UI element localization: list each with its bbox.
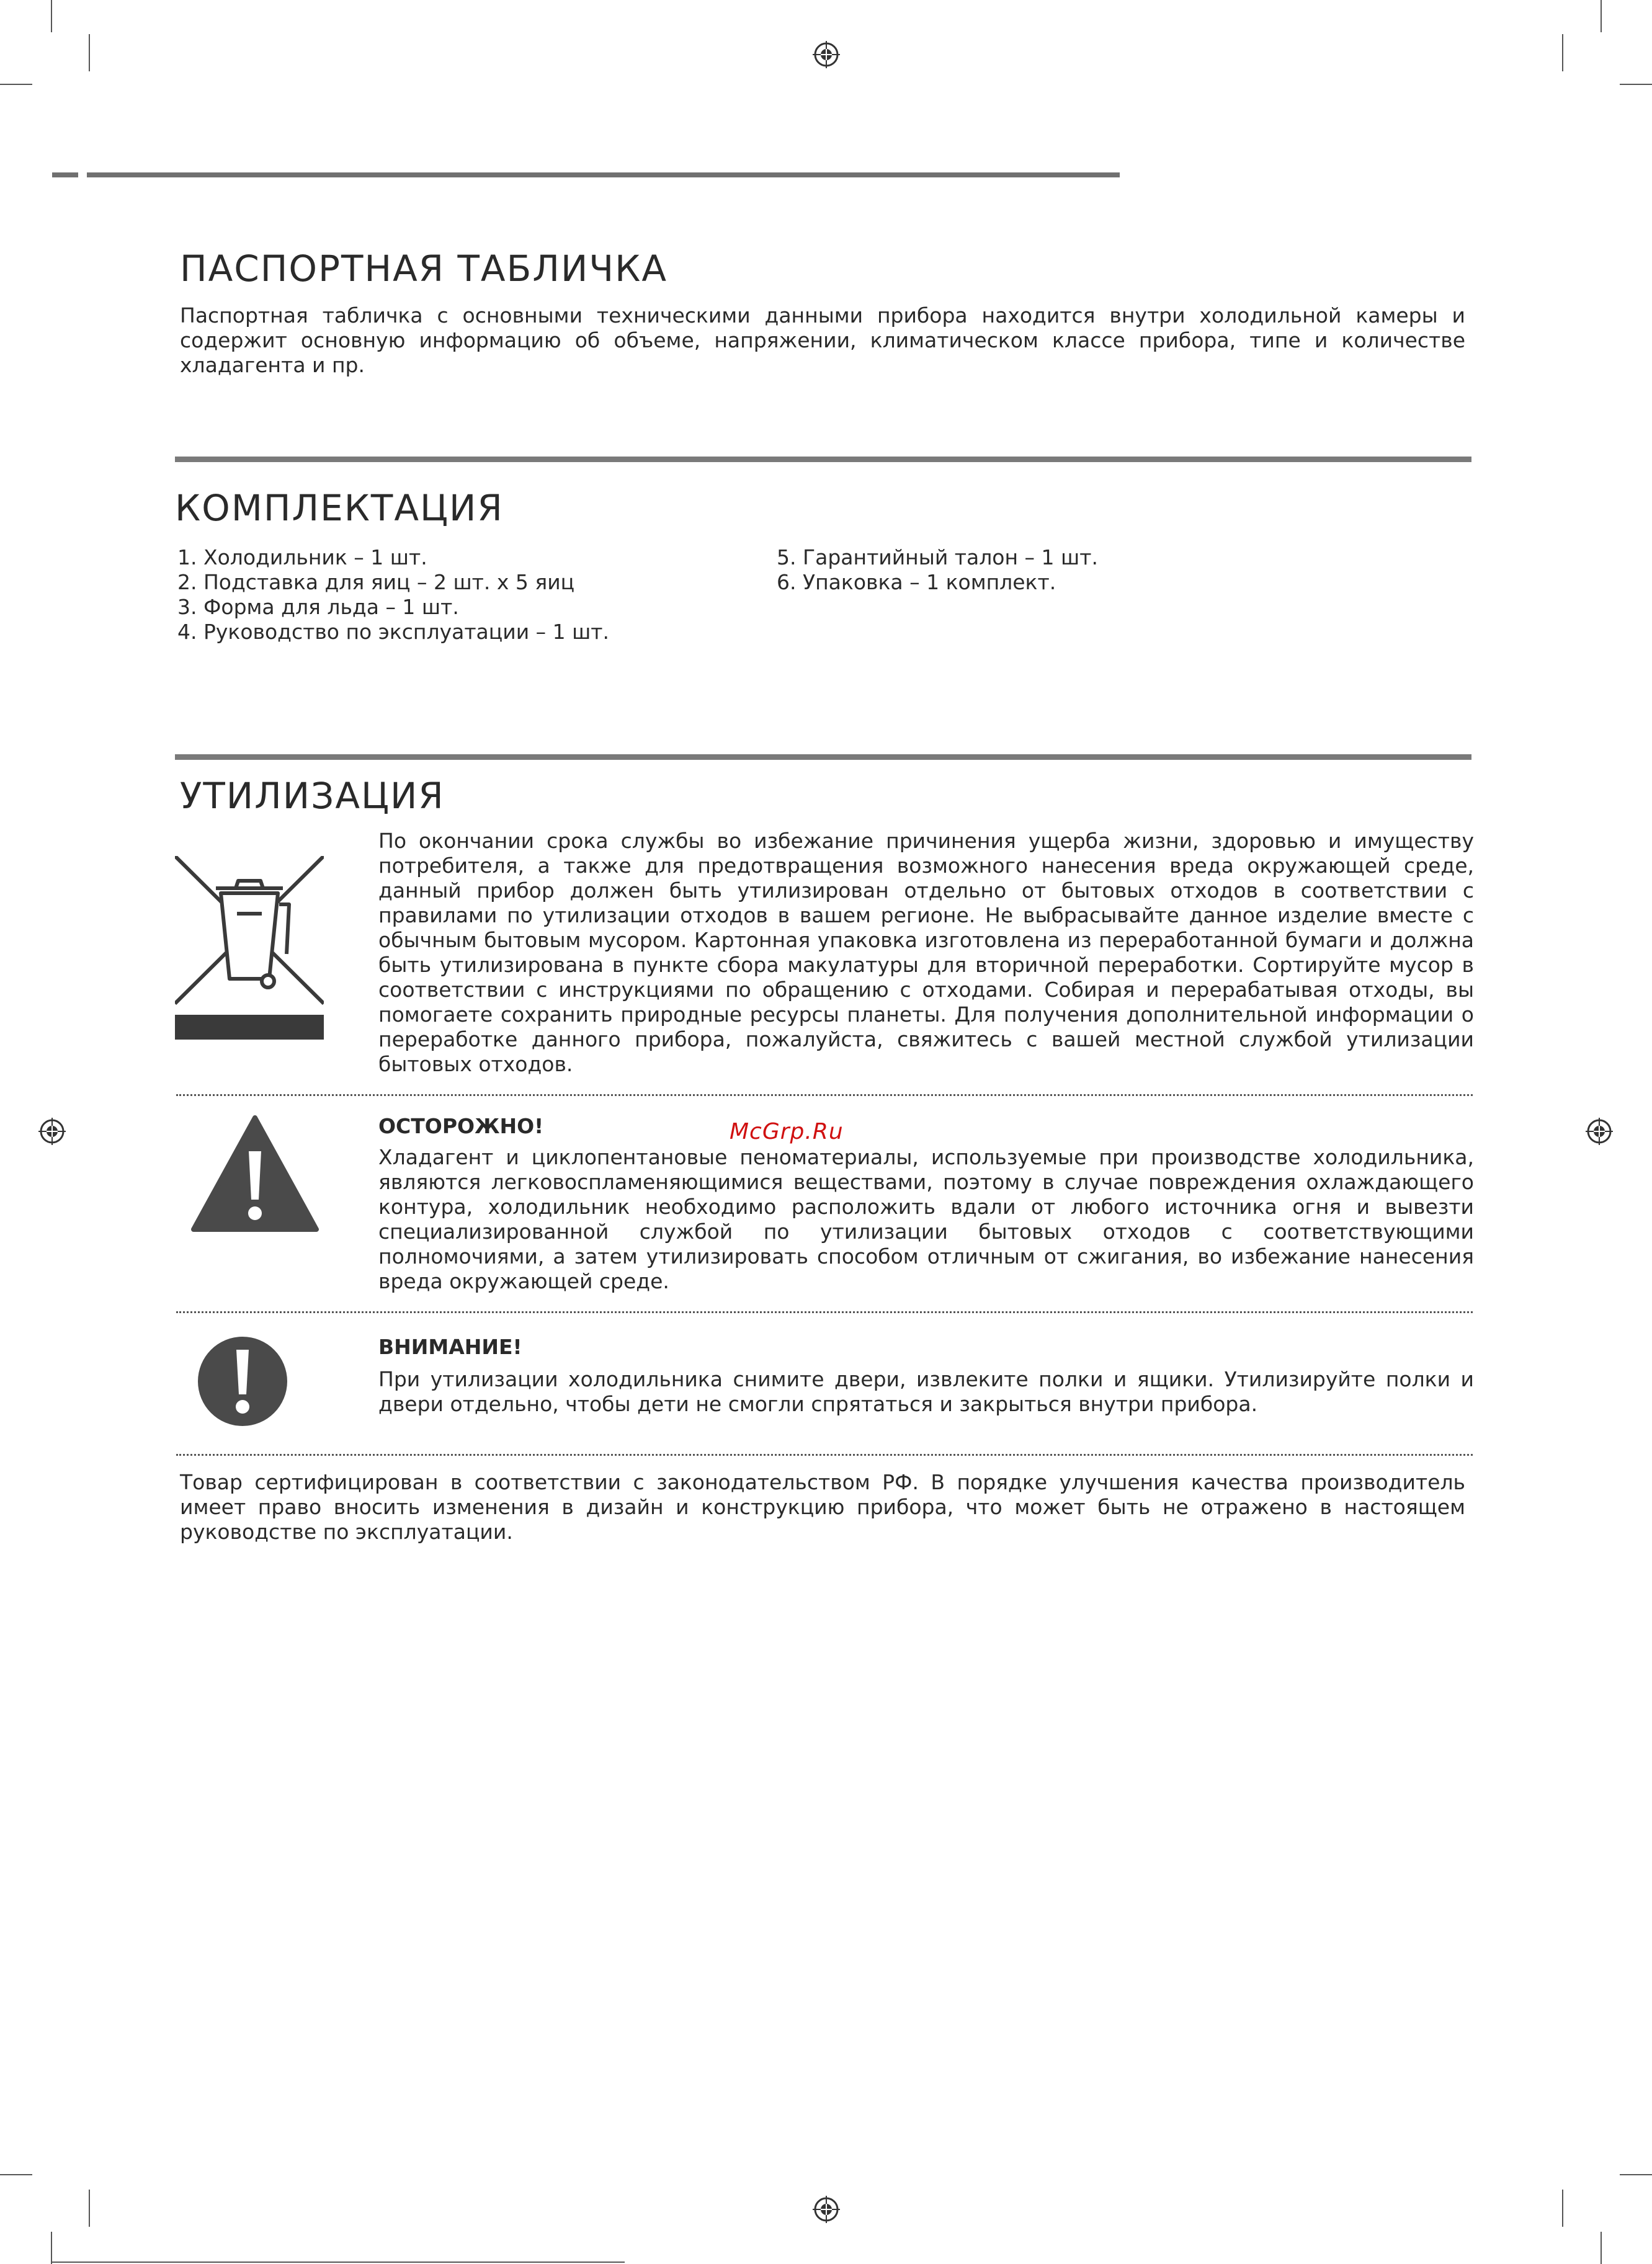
contents-list-left (177, 545, 609, 644)
warning-triangle-icon (190, 1114, 320, 1233)
exclamation-circle-icon (196, 1335, 289, 1428)
crop-mark (1562, 2190, 1563, 2227)
registration-mark-icon (38, 1118, 66, 1145)
list-item: 1. Холодильник – 1 шт. (177, 545, 427, 569)
attention-label: ВНИМАНИЕ! (378, 1335, 522, 1359)
dotted-divider (176, 1311, 1473, 1313)
list-item: 3. Форма для льда – 1 шт. (177, 595, 459, 619)
crop-mark (1620, 2174, 1652, 2175)
watermark: McGrp.Ru (730, 1119, 844, 1144)
list-item: 4. Руководство по эксплуатации – 1 шт. (177, 620, 610, 644)
crop-mark (0, 84, 32, 85)
registration-mark-icon (813, 2196, 840, 2223)
header-bar (87, 172, 1120, 177)
crop-mark (1562, 34, 1563, 71)
nameplate-title: ПАСПОРТНАЯ ТАБЛИЧКА (180, 247, 667, 290)
certification-text: Товар сертифицирован в соответствии с законодательством РФ. В порядке улучшения качества производитель имеет право вносить изменения в дизайн и конструкцию прибора, что может быть не отражено в настоящем руководстве по эксплуатации. (180, 1470, 1465, 1544)
list-item: 5. Гарантийный талон – 1 шт. (777, 545, 1098, 569)
nameplate-text: Паспортная табличка с основными техническими данными прибора находится внутри холодильной камеры и содержит основную информацию об объеме, напряжении, климатическом классе прибора, типе и количестве хладагента и пр. (180, 303, 1465, 377)
disposal-text: По окончании срока службы во избежание причинения ущерба жизни, здоровью и имуществу потребителя, а также для предотвращения возможного нанесения вреда окружающей среде, данный прибор должен быть утилизирован отдельно от бытовых отходов в соответствии с правилами по утилизации отходов в вашем регионе. Не выбрасывайте данное изделие вместе с обычным бытовым мусором. Картонная упаковка изготовлена из переработанной бумаги и должна быть утилизирована в пункте сбора макулатуры для вторичной переработки. Сортируйте мусор в соответствии с инструкциями по обращению с отходами. Собирая и перерабатывая отходы, вы помогаете сохранить природные ресурсы планеты. Для получения дополнительной информации о переработке данного прибора, пожалуйста, свяжитесь с вашей местной службой утилизации бытовых отходов. (378, 829, 1474, 1076)
crop-mark (1601, 2232, 1602, 2264)
crop-mark (51, 2232, 52, 2264)
list-item: 6. Упаковка – 1 комплект. (777, 570, 1056, 594)
registration-mark-icon (813, 41, 840, 68)
contents-list-right (777, 545, 1098, 595)
header-bar-short (52, 172, 78, 177)
crop-mark (0, 2174, 32, 2175)
disposal-title: УТИЛИЗАЦИЯ (180, 775, 445, 817)
list-item: 2. Подставка для яиц – 2 шт. х 5 яиц (177, 570, 575, 594)
dotted-divider (176, 1454, 1473, 1456)
crop-mark (51, 2262, 625, 2263)
section-divider (175, 754, 1471, 760)
caution-label: ОСТОРОЖНО! (378, 1114, 544, 1138)
crop-mark (89, 2190, 90, 2227)
crop-mark (1601, 0, 1602, 32)
section-divider (175, 457, 1471, 462)
dotted-divider (176, 1094, 1473, 1096)
registration-mark-icon (1586, 1118, 1613, 1145)
crop-mark (51, 0, 52, 32)
crop-mark (1620, 84, 1652, 85)
crop-mark (89, 34, 90, 71)
attention-text: При утилизации холодильника снимите двери, извлеките полки и ящики. Утилизируйте полки и двери отдельно, чтобы дети не смогли спрятаться и закрыться внутри прибора. (378, 1367, 1474, 1416)
caution-text: Хладагент и циклопентановые пеноматериалы, используемые при производстве холодильника, являются легковоспламеняющимися веществами, поэтому в случае повреждения охлаждающего контура, холодильник необходимо расположить вдали от любого источника огня и вывезти специализированной службой по утилизации бытовых отходов с соответствующими полномочиями, а затем утилизировать способом отличным от сжигания, во избежание нанесения вреда окружающей среде. (378, 1145, 1474, 1293)
weee-crossed-bin-icon (175, 856, 324, 1040)
contents-title: КОМПЛЕКТАЦИЯ (175, 487, 504, 529)
